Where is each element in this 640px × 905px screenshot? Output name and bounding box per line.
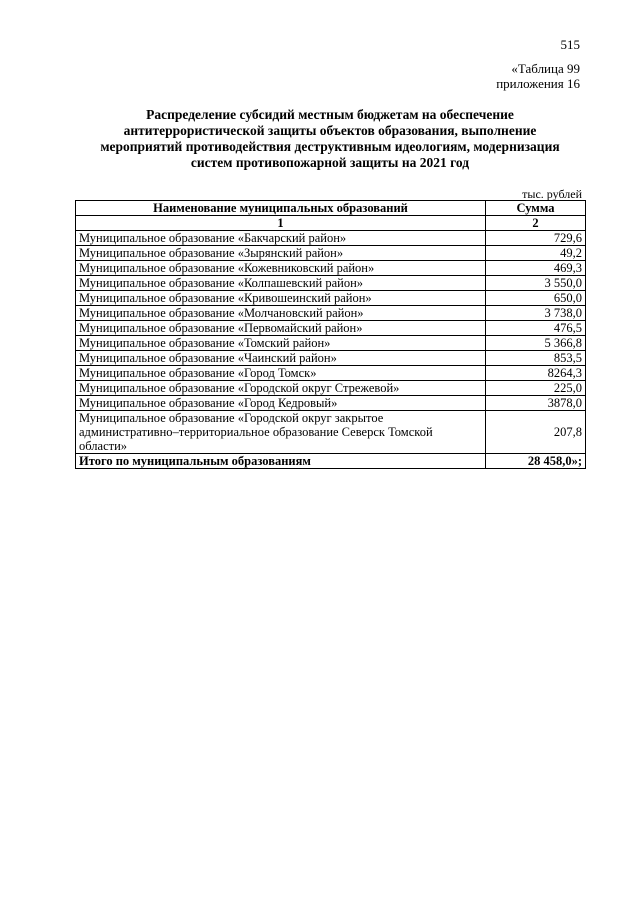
subsidy-amount: 5 366,8 <box>486 336 586 351</box>
table-row <box>76 411 586 454</box>
document-title <box>75 107 585 171</box>
subsidy-amount: 650,0 <box>486 291 586 306</box>
subsidy-table <box>75 200 586 469</box>
subsidy-amount: 729,6 <box>486 231 586 246</box>
units-label: тыс. рублей <box>522 187 582 201</box>
subsidy-amount: 8264,3 <box>486 366 586 381</box>
column-number-row <box>76 216 586 231</box>
subsidy-amount: 469,3 <box>486 261 586 276</box>
total-label: Итого по муниципальным образованиям <box>76 454 486 469</box>
table-row <box>76 396 586 411</box>
table-row <box>76 381 586 396</box>
municipality-name: Муниципальное образование «Томский район» <box>76 336 486 351</box>
table-body <box>76 231 586 454</box>
header-name: Наименование муниципальных образований <box>76 201 486 216</box>
table-row <box>76 351 586 366</box>
municipality-name: Муниципальное образование «Город Кедровый» <box>76 396 486 411</box>
municipality-name: Муниципальное образование «Молчановский район» <box>76 306 486 321</box>
table-row <box>76 261 586 276</box>
subsidy-amount: 49,2 <box>486 246 586 261</box>
total-sum: 28 458,0»; <box>486 454 586 469</box>
subsidy-amount: 476,5 <box>486 321 586 336</box>
subsidy-amount: 3878,0 <box>486 396 586 411</box>
subsidy-amount: 225,0 <box>486 381 586 396</box>
table-row <box>76 306 586 321</box>
column-number-name: 1 <box>76 216 486 231</box>
title-line2: антитеррористической защиты объектов образования, выполнение <box>123 123 537 138</box>
municipality-name: Муниципальное образование «Первомайский район» <box>76 321 486 336</box>
table-row <box>76 291 586 306</box>
municipality-name: Муниципальное образование «Городской округ закрытое административно–территориальное образование Северск Томской области» <box>76 411 486 454</box>
subsidy-amount: 207,8 <box>486 411 586 454</box>
title-line4: систем противопожарной защиты на 2021 год <box>190 155 470 170</box>
subsidy-amount: 3 738,0 <box>486 306 586 321</box>
municipality-name: Муниципальное образование «Город Томск» <box>76 366 486 381</box>
table-row <box>76 336 586 351</box>
header-row <box>76 201 586 216</box>
total-row <box>76 454 586 469</box>
table-row <box>76 231 586 246</box>
municipality-name: Муниципальное образование «Чаинский район» <box>76 351 486 366</box>
subsidy-amount: 3 550,0 <box>486 276 586 291</box>
municipality-name: Муниципальное образование «Кривошеинский район» <box>76 291 486 306</box>
column-number-sum: 2 <box>486 216 586 231</box>
title-line3: мероприятий противодействия деструктивным идеологиям, модернизация <box>100 139 560 154</box>
municipality-name: Муниципальное образование «Колпашевский район» <box>76 276 486 291</box>
municipality-name: Муниципальное образование «Городской округ Стрежевой» <box>76 381 486 396</box>
appendix-ref-line2: приложения 16 <box>496 76 580 91</box>
title-line1: Распределение субсидий местным бюджетам на обеспечение <box>146 107 514 122</box>
table-row <box>76 276 586 291</box>
appendix-ref-line1: «Таблица 99 <box>511 61 580 76</box>
municipality-name: Муниципальное образование «Бакчарский район» <box>76 231 486 246</box>
table-row <box>76 246 586 261</box>
municipality-name: Муниципальное образование «Зырянский район» <box>76 246 486 261</box>
table-row <box>76 321 586 336</box>
header-sum: Сумма <box>486 201 586 216</box>
table-row <box>76 366 586 381</box>
subsidy-amount: 853,5 <box>486 351 586 366</box>
municipality-name: Муниципальное образование «Кожевниковский район» <box>76 261 486 276</box>
page-number: 515 <box>560 37 580 52</box>
appendix-reference <box>496 61 580 91</box>
